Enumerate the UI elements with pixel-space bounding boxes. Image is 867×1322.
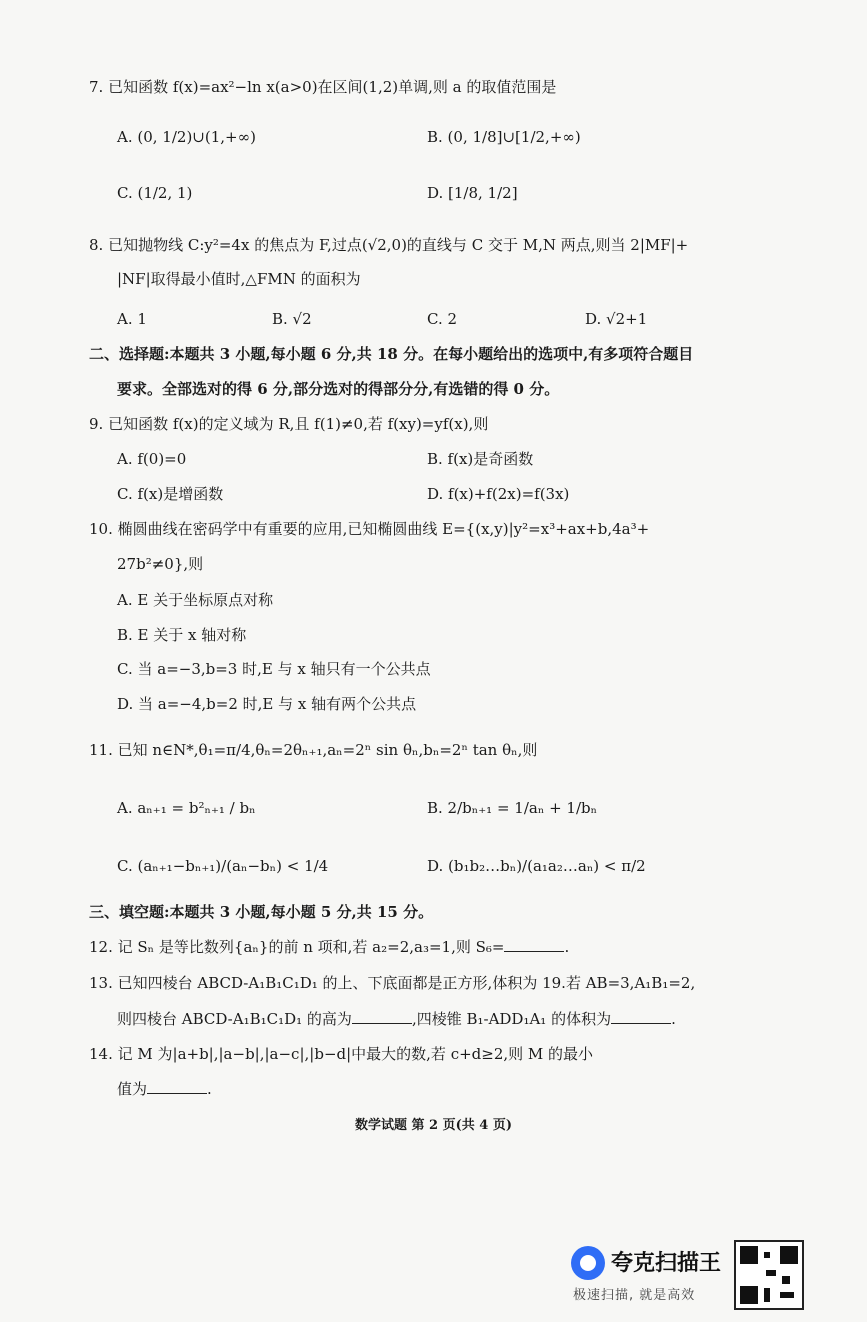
q14-line1: 14. 记 M 为|a+b|,|a−b|,|a−c|,|b−d|中最大的数,若 c+d≥2,则 M 的最小 — [89, 1045, 594, 1063]
q13-volume-blank — [611, 1009, 671, 1024]
section3-heading: 三、填空题:本题共 3 小题,每小题 5 分,共 15 分。 — [89, 903, 434, 921]
q10-option-d: D. 当 a=−4,b=2 时,E 与 x 轴有两个公共点 — [117, 695, 417, 713]
q10-stem-line1: 10. 椭圆曲线在密码学中有重要的应用,已知椭圆曲线 E={(x,y)|y²=x³+ax+b,4a³+ — [89, 520, 650, 538]
q11-option-d: D. (b₁b₂…bₙ)/(a₁a₂…aₙ) < π/2 — [427, 857, 646, 875]
q9-stem: 9. 已知函数 f(x)的定义域为 R,且 f(1)≠0,若 f(xy)=yf(x),则 — [89, 415, 489, 433]
q11-stem: 11. 已知 n∈N*,θ₁=π/4,θₙ=2θₙ₊₁,aₙ=2ⁿ sin θₙ,bₙ=2ⁿ tan θₙ,则 — [89, 741, 538, 759]
q8-option-b: B. √2 — [272, 310, 312, 328]
q8-option-c: C. 2 — [427, 310, 458, 328]
q7-option-d: D. [1/8, 1/2] — [427, 184, 518, 202]
q12-answer-blank — [504, 937, 564, 952]
q12-stem: 12. 记 Sₙ 是等比数列{aₙ}的前 n 项和,若 a₂=2,a₃=1,则 S₆= . — [89, 938, 570, 956]
q13-line1: 13. 已知四棱台 ABCD-A₁B₁C₁D₁ 的上、下底面都是正方形,体积为 19.若 AB=3,A₁B₁=2, — [89, 974, 696, 992]
q10-option-c: C. 当 a=−3,b=3 时,E 与 x 轴只有一个公共点 — [117, 660, 431, 678]
q14-line2: 值为 . — [117, 1080, 212, 1098]
q11-option-c: C. (aₙ₊₁−bₙ₊₁)/(aₙ−bₙ) < 1/4 — [117, 857, 329, 875]
q7-option-c: C. (1/2, 1) — [117, 184, 193, 202]
q8-option-d: D. √2+1 — [585, 310, 648, 328]
qr-code-icon — [734, 1240, 804, 1310]
q13-line2: 则四棱台 ABCD-A₁B₁C₁D₁ 的高为 ,四棱锥 B₁-ADD₁A₁ 的体积为 . — [117, 1010, 676, 1028]
section2-line1: 二、选择题:本题共 3 小题,每小题 6 分,共 18 分。在每小题给出的选项中,有多项符合题目 — [89, 345, 694, 363]
q11-option-a: A. aₙ₊₁ = b²ₙ₊₁ / bₙ — [117, 799, 256, 817]
q7-option-b: B. (0, 1/8]∪[1/2,+∞) — [427, 128, 581, 146]
q9-option-d: D. f(x)+f(2x)=f(3x) — [427, 485, 570, 503]
q8-stem-line1: 8. 已知抛物线 C:y²=4x 的焦点为 F,过点(√2,0)的直线与 C 交于 M,N 两点,则当 2|MF|+ — [89, 236, 689, 254]
q13-line2-part2: ,四棱锥 B₁-ADD₁A₁ 的体积为 — [411, 1010, 612, 1028]
q12-text: 12. 记 Sₙ 是等比数列{aₙ}的前 n 项和,若 a₂=2,a₃=1,则 S₆= — [89, 938, 505, 956]
q11-option-b: B. 2/bₙ₊₁ = 1/aₙ + 1/bₙ — [427, 799, 598, 817]
section2-line2: 要求。全部选对的得 6 分,部分选对的得部分分,有选错的得 0 分。 — [117, 380, 560, 398]
q10-option-b: B. E 关于 x 轴对称 — [117, 626, 247, 644]
q14-answer-blank — [147, 1079, 207, 1094]
brand-slogan: 极速扫描, 就是高效 — [573, 1288, 696, 1303]
q14-line2-text: 值为 — [117, 1080, 148, 1098]
q7-option-a: A. (0, 1/2)∪(1,+∞) — [117, 128, 256, 146]
q13-height-blank — [352, 1009, 412, 1024]
q9-option-c: C. f(x)是增函数 — [117, 485, 224, 503]
q9-option-a: A. f(0)=0 — [117, 450, 187, 468]
q13-line2-part1: 则四棱台 ABCD-A₁B₁C₁D₁ 的高为 — [117, 1010, 352, 1028]
q9-option-b: B. f(x)是奇函数 — [427, 450, 534, 468]
q8-option-a: A. 1 — [117, 310, 147, 328]
brand-name: 夸克扫描王 — [611, 1251, 722, 1276]
q10-stem-line2: 27b²≠0},则 — [117, 555, 204, 573]
scanner-watermark — [571, 1240, 731, 1310]
q10-option-a: A. E 关于坐标原点对称 — [117, 591, 274, 609]
q8-stem-line2: |NF|取得最小值时,△FMN 的面积为 — [117, 270, 361, 288]
page-footer: 数学试题 第 2 页(共 4 页) — [354, 1118, 513, 1133]
quark-logo-icon — [571, 1246, 605, 1280]
q7-stem: 7. 已知函数 f(x)=ax²−ln x(a>0)在区间(1,2)单调,则 a 的取值范围是 — [89, 78, 557, 96]
